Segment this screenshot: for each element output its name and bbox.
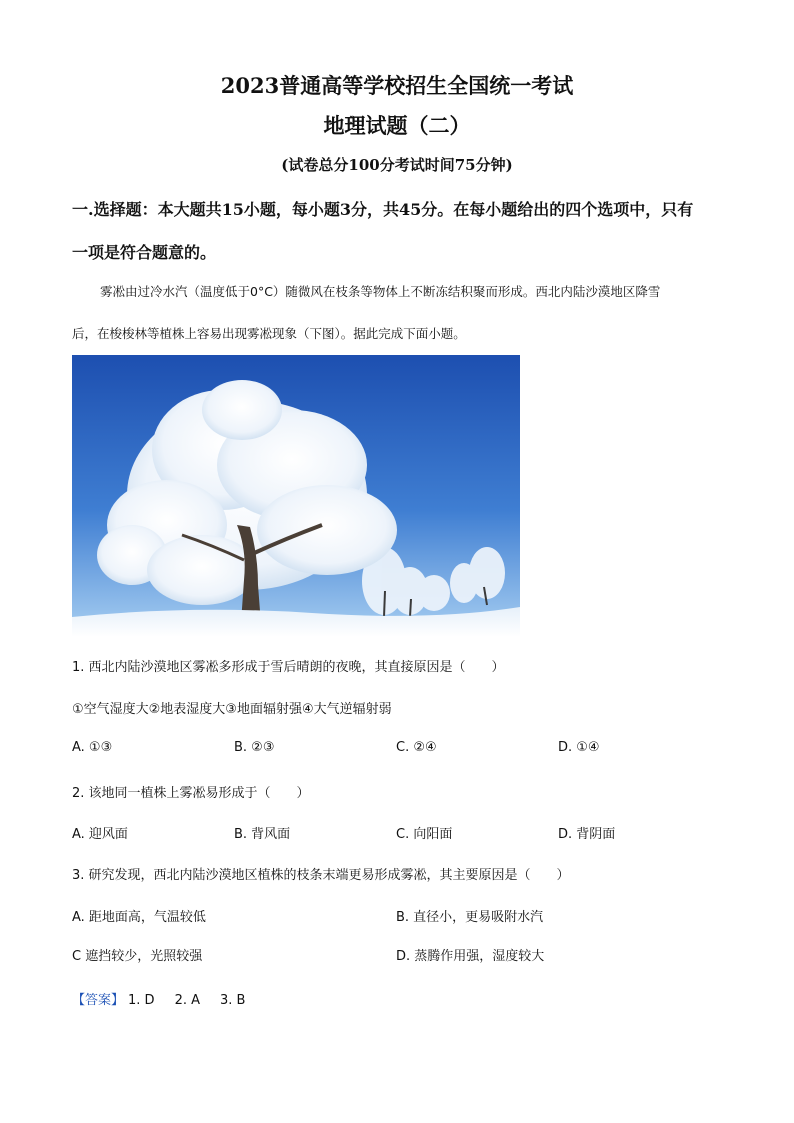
question-2-option-a: A. 迎风面 — [72, 827, 128, 842]
section-instructions-line1: 一.选择题：本大题共15小题，每小题3分，共45分。在每小题给出的四个选项中，只有 — [72, 200, 694, 219]
answer-item-3: 3. B — [220, 993, 246, 1008]
question-2-stem: 2. 该地同一植株上雾凇易形成于（ ） — [72, 786, 310, 801]
question-1-option-d: D. ①④ — [558, 740, 600, 755]
question-3-option-d: D. 蒸腾作用强，湿度较大 — [396, 949, 545, 964]
question-1-option-c: C. ②④ — [396, 740, 437, 755]
question-1-stem: 1. 西北内陆沙漠地区雾凇多形成于雪后晴朗的夜晚，其直接原因是（ ） — [72, 660, 505, 675]
answer-item-2: 2. A — [174, 993, 200, 1008]
intro-paragraph-line2: 后，在梭梭林等植株上容易出现雾凇现象（下图）。据此完成下面小题。 — [72, 326, 466, 341]
rime-tree-illustration — [72, 355, 520, 637]
question-3-option-b: B. 直径小，更易吸附水汽 — [396, 910, 544, 925]
answer-line — [72, 989, 245, 1008]
question-1-option-b: B. ②③ — [234, 740, 275, 755]
rime-tree-photo — [72, 355, 520, 637]
answer-tag: 【答案】 — [72, 993, 125, 1008]
question-2-option-d: D. 背阴面 — [558, 827, 616, 842]
exam-title: 2023普通高等学校招生全国统一考试 — [220, 73, 574, 98]
answer-item-1: 1. D — [128, 993, 155, 1008]
exam-subtitle: (试卷总分100分考试时间75分钟) — [281, 156, 513, 174]
question-3-option-c: C 遮挡较少，光照较强 — [72, 949, 203, 964]
question-3-stem: 3. 研究发现，西北内陆沙漠地区植株的枝条末端更易形成雾凇，其主要原因是（ ） — [72, 868, 570, 883]
section-instructions-line2: 一项是符合题意的。 — [72, 243, 217, 262]
question-2-option-b: B. 背风面 — [234, 827, 291, 842]
question-1-option-a: A. ①③ — [72, 740, 113, 755]
intro-paragraph-line1: 雾凇由过冷水汽（温度低于0°C）随微风在枝条等物体上不断冻结积聚而形成。西北内陆沙漠地区降雪 — [100, 284, 661, 299]
question-1-statements: ①空气湿度大②地表湿度大③地面辐射强④大气逆辐射弱 — [72, 702, 392, 717]
question-3-option-a: A. 距地面高，气温较低 — [72, 910, 206, 925]
question-2-option-c: C. 向阳面 — [396, 827, 453, 842]
exam-subject-title: 地理试题（二） — [323, 113, 471, 138]
